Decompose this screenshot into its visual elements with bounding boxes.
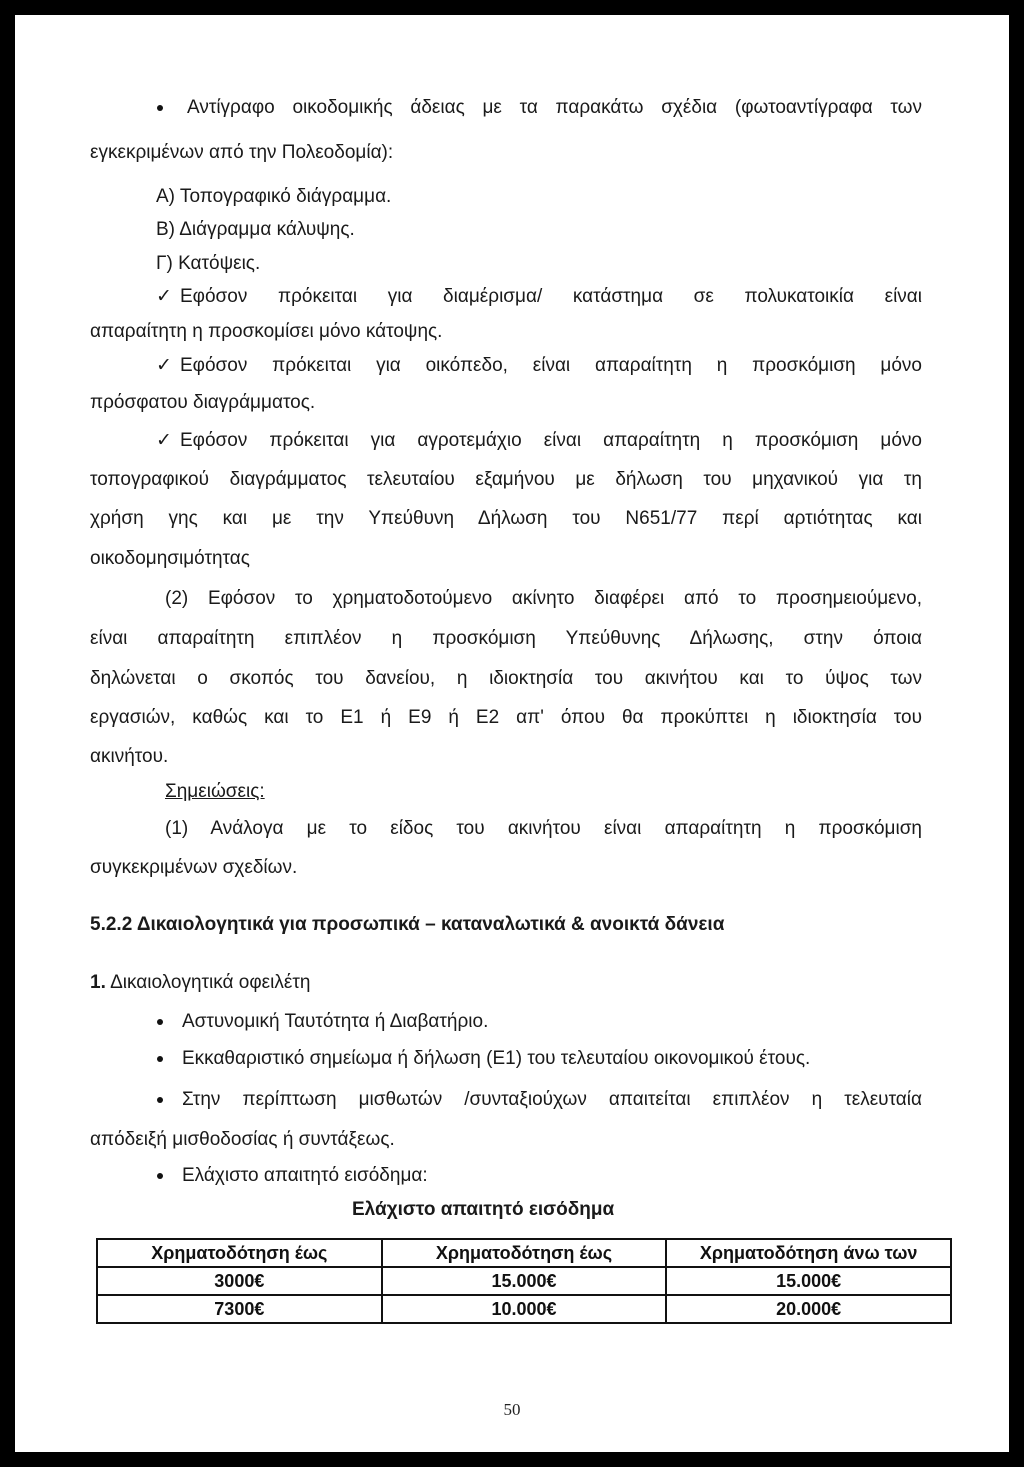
- borrower-number: 1.: [90, 972, 106, 993]
- table-cell: 20.000€: [666, 1295, 951, 1323]
- borrower-title: Δικαιολογητικά οφειλέτη: [110, 972, 311, 993]
- section-number: 5.2.2: [90, 914, 133, 935]
- borrower-item-salary-cont: απόδειξή μισθοδοσίας ή συντάξεως.: [90, 1129, 395, 1150]
- check-farmland-line-3: χρήση γης και με την Υπεύθυνη Δήλωση του Ν651/77 περί αρτιότητας και: [90, 508, 922, 529]
- bullet-icon: [157, 105, 163, 111]
- check-farmland-line-4: οικοδομησιμότητας: [90, 548, 250, 569]
- check-icon: ✓: [156, 430, 172, 451]
- note-1-line-1: (1) Ανάλογα με το είδος του ακινήτου είναι απαραίτητη η προσκόμιση: [165, 818, 922, 839]
- income-table: [96, 1238, 952, 1324]
- check-farmland-line-2: τοπογραφικού διαγράμματος τελευταίου εξαμήνου με δήλωση του μηχανικού για τη: [90, 469, 922, 490]
- table-header-cell: Χρηματοδότηση έως: [382, 1239, 667, 1267]
- table-cell: 15.000€: [666, 1267, 951, 1295]
- check-item-apartment: ✓ Εφόσον πρόκειται για διαμέρισμα/ κατάστημα σε πολυκατοικία είναι: [156, 286, 922, 307]
- table-cell: 15.000€: [382, 1267, 667, 1295]
- borrower-heading: [90, 972, 310, 994]
- document-page: [15, 15, 1009, 1452]
- bullet-icon: [157, 1019, 163, 1025]
- income-table-title: Ελάχιστο απαιτητό εισόδημα: [352, 1199, 615, 1220]
- section-title-bold: προσωπικά – καταναλωτικά & ανοικτά δάνεια: [311, 914, 725, 935]
- plan-item-a: Α) Τοπογραφικό διάγραμμα.: [156, 186, 392, 207]
- bullet-icon: [157, 1173, 163, 1179]
- check-item-farmland: ✓ Εφόσον πρόκειται για αγροτεμάχιο είναι απαραίτητη η προσκόμιση μόνο: [156, 430, 922, 451]
- check-icon: ✓: [156, 286, 172, 307]
- check-icon: ✓: [156, 355, 172, 376]
- page-number: 50: [503, 1400, 521, 1419]
- check-apartment-line-2: απαραίτητη η προσκομίσει μόνο κάτοψης.: [90, 321, 443, 342]
- bullet-icon: [157, 1056, 163, 1062]
- plan-item-b: Β) Διάγραμμα κάλυψης.: [156, 219, 355, 240]
- check-item-plot: ✓ Εφόσον πρόκειται για οικόπεδο, είναι απαραίτητη η προσκόμιση μόνο: [156, 355, 922, 376]
- intro-line-1: Αντίγραφο οικοδομικής άδειας με τα παρακάτω σχέδια (φωτοαντίγραφα των: [187, 97, 922, 118]
- notes-heading: Σημειώσεις:: [165, 781, 265, 802]
- note-2-line-1: (2) Εφόσον το χρηματοδοτούμενο ακίνητο διαφέρει από το προσημειούμενο,: [165, 588, 922, 609]
- note-2-line-5: ακινήτου.: [90, 746, 169, 767]
- check-plot-line-2: πρόσφατου διαγράμματος.: [90, 392, 316, 413]
- note-1-line-2: συγκεκριμένων σχεδίων.: [90, 857, 298, 878]
- intro-line-2: εγκεκριμένων από την Πολεοδομία):: [90, 142, 394, 163]
- table-cell: 3000€: [97, 1267, 382, 1295]
- borrower-item-salary: Στην περίπτωση μισθωτών /συνταξιούχων απαιτείται επιπλέον η τελευταία: [182, 1089, 922, 1110]
- section-heading: [90, 914, 724, 936]
- section-title-regular: Δικαιολογητικά για: [136, 914, 307, 935]
- borrower-item-tax: Εκκαθαριστικό σημείωμα ή δήλωση (Ε1) του τελευταίου οικονομικού έτους.: [182, 1048, 811, 1069]
- table-cell: 7300€: [97, 1295, 382, 1323]
- bullet-icon: [157, 1097, 163, 1103]
- table-row: [97, 1239, 951, 1267]
- plan-item-c: Γ) Κατόψεις.: [156, 253, 261, 274]
- note-2-line-3: δηλώνεται ο σκοπός του δανείου, η ιδιοκτησία του ακινήτου και το ύψος των: [90, 668, 922, 689]
- borrower-item-income: Ελάχιστο απαιτητό εισόδημα:: [182, 1165, 428, 1186]
- note-2-line-2: είναι απαραίτητη επιπλέον η προσκόμιση Υπεύθυνης Δήλωσης, στην όποια: [90, 628, 922, 649]
- table-cell: 10.000€: [382, 1295, 667, 1323]
- note-2-line-4: εργασιών, καθώς και το Ε1 ή Ε9 ή Ε2 απ' όπου θα προκύπτει η ιδιοκτησία του: [90, 707, 922, 728]
- table-header-cell: Χρηματοδότηση άνω των: [666, 1239, 951, 1267]
- table-header-cell: Χρηματοδότηση έως: [97, 1239, 382, 1267]
- borrower-item-id: Αστυνομική Ταυτότητα ή Διαβατήριο.: [182, 1011, 489, 1032]
- table-row: [97, 1295, 951, 1323]
- table-row: [97, 1267, 951, 1295]
